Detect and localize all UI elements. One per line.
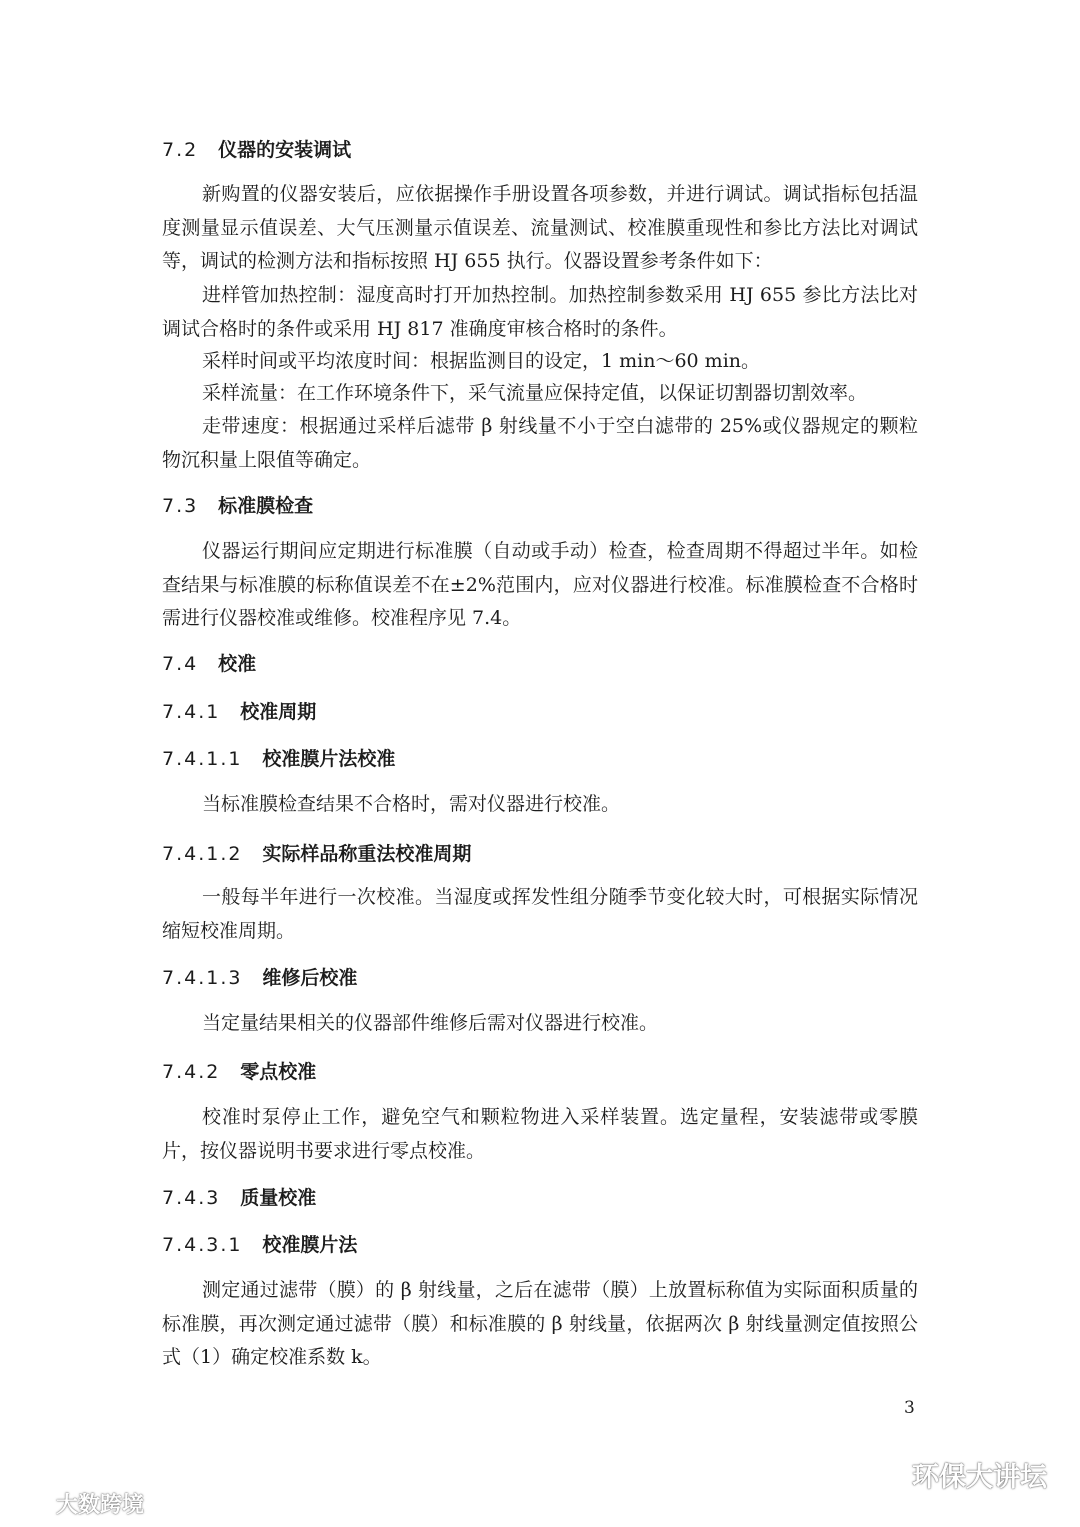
paragraph-sampling-time: 采样时间或平均浓度时间：根据监测目的设定，1 min～60 min。 — [202, 350, 761, 372]
section-title: 实际样品称重法校准周期 — [262, 843, 472, 865]
section-heading-7-3 — [162, 492, 313, 520]
section-number: 7.3 — [162, 495, 199, 517]
weibo-icon — [6, 1488, 52, 1518]
paragraph-heating-control: 进样管加热控制：湿度高时打开加热控制。加热控制参数采用 HJ 655 参比方法比对调试合格时的条件或采用 HJ 817 准确度审核合格时的条件。 — [162, 284, 918, 340]
paragraph-installation: 新购置的仪器安装后，应依据操作手册设置各项参数，并进行调试。调试指标包括温度测量显示值误差、大气压测量示值误差、流量测试、校准膜重现性和参比方法比对调试等，调试的检测方法和指标按照 HJ 655 执行。仪器设置参考条件如下： — [162, 183, 918, 272]
section-heading-7-4-3-1 — [162, 1231, 357, 1259]
section-heading-7-4 — [162, 650, 256, 678]
paragraph-mass-calibration: 测定通过滤带（膜）的 β 射线量，之后在滤带（膜）上放置标称值为实际面积质量的标准膜，再次测定通过滤带（膜）和标准膜的 β 射线量，依据两次 β 射线量测定值按照公式（1）确定校准系数 k。 — [162, 1279, 918, 1368]
section-heading-7-4-1-3 — [162, 964, 357, 992]
section-heading-7-2 — [162, 136, 351, 164]
section-title: 校准周期 — [240, 701, 317, 723]
section-title: 仪器的安装调试 — [218, 139, 352, 161]
section-title: 质量校准 — [240, 1187, 317, 1209]
section-number: 7.4.2 — [162, 1061, 221, 1083]
section-heading-7-4-3 — [162, 1184, 316, 1212]
section-title: 校准 — [218, 653, 257, 675]
section-heading-7-4-1-2 — [162, 840, 471, 868]
watermark-wechat-text: 环保大讲坛 — [912, 1461, 1047, 1493]
section-number: 7.4.3.1 — [162, 1234, 243, 1256]
paragraph-sampling-flow: 采样流量：在工作环境条件下，采气流量应保持定值，以保证切割器切割效率。 — [202, 382, 868, 404]
paragraph-weighing-period: 一般每半年进行一次校准。当湿度或挥发性组分随季节变化较大时，可根据实际情况缩短校准周期。 — [162, 886, 918, 942]
section-title: 校准膜片法校准 — [262, 748, 396, 770]
paragraph-standard-film-check: 仪器运行期间应定期进行标准膜（自动或手动）检查，检查周期不得超过半年。如检查结果与标准膜的标称值误差不在±2%范围内，应对仪器进行校准。标准膜检查不合格时需进行仪器校准或维修。校准程序见 7.4。 — [162, 540, 918, 629]
section-title: 零点校准 — [240, 1061, 317, 1083]
section-number: 7.4.1.3 — [162, 967, 243, 989]
section-title: 校准膜片法 — [262, 1234, 358, 1256]
section-title: 标准膜检查 — [218, 495, 314, 517]
section-number: 7.4.1.1 — [162, 748, 243, 770]
section-title: 维修后校准 — [262, 967, 358, 989]
page-number: 3 — [904, 1398, 915, 1418]
section-heading-7-4-2 — [162, 1058, 316, 1086]
section-number: 7.4 — [162, 653, 199, 675]
watermark-weibo-text: 大数跨境 — [56, 1492, 145, 1518]
section-number: 7.4.1 — [162, 701, 221, 723]
watermark-wechat — [868, 1456, 1047, 1492]
paragraph-film-calibration: 当标准膜检查结果不合格时，需对仪器进行校准。 — [202, 793, 621, 815]
paragraph-zero-calibration: 校准时泵停止工作，避免空气和颗粒物进入采样装置。选定量程，安装滤带或零膜片，按仪器说明书要求进行零点校准。 — [162, 1106, 918, 1162]
section-number: 7.4.1.2 — [162, 843, 243, 865]
wechat-icon — [868, 1459, 904, 1489]
paragraph-tape-speed: 走带速度：根据通过采样后滤带 β 射线量不小于空白滤带的 25%或仪器规定的颗粒物沉积量上限值等确定。 — [162, 415, 918, 471]
section-number: 7.4.3 — [162, 1187, 221, 1209]
section-heading-7-4-1-1 — [162, 745, 395, 773]
section-heading-7-4-1 — [162, 698, 316, 726]
paragraph-post-repair: 当定量结果相关的仪器部件维修后需对仪器进行校准。 — [202, 1012, 659, 1034]
watermark-weibo — [6, 1486, 144, 1520]
section-number: 7.2 — [162, 139, 199, 161]
